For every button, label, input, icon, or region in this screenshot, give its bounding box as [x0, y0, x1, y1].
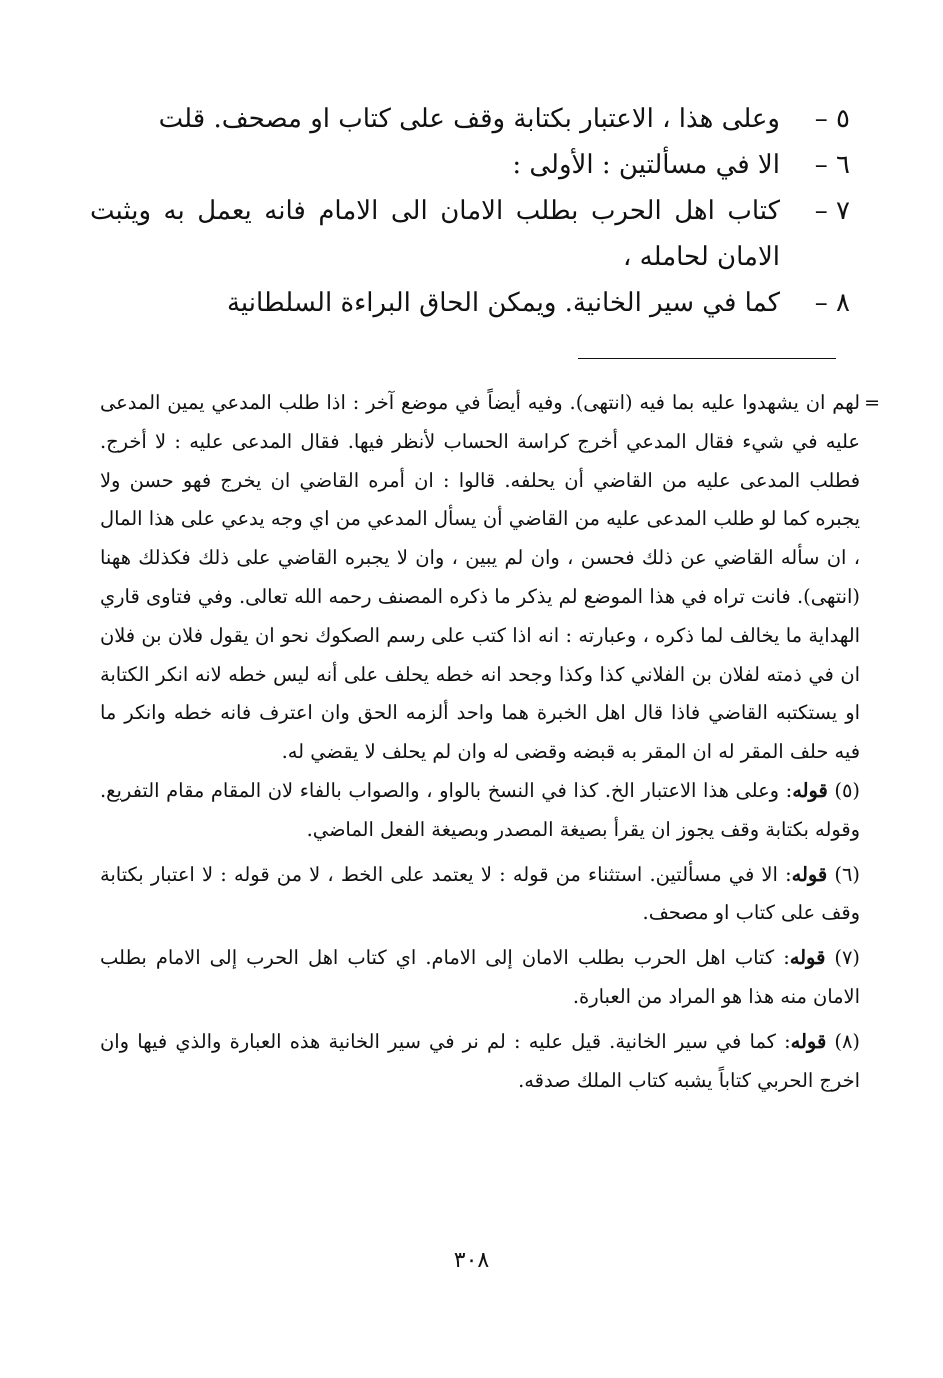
- page-number: ٣٠٨: [453, 1248, 490, 1273]
- commentary-section: [100, 384, 880, 1100]
- note-8: [100, 1023, 860, 1101]
- item-text: وعلى هذا ، الاعتبار بكتابة وقف على كتاب او مصحف. قلت: [158, 104, 780, 134]
- item-number: ٨ –: [814, 288, 850, 318]
- item-number: ٧ –: [814, 196, 850, 226]
- note-text: : كما في سير الخانية. قيل عليه : لم نر في سير الخانية هذه العبارة والذي فيها وان اخرج الحربي كتاباً يشبه كتاب الملك صدقه.: [100, 1029, 860, 1092]
- main-text-item-7: [90, 188, 850, 280]
- note-number: (٥): [834, 778, 860, 802]
- note-label: قوله: [790, 1029, 827, 1053]
- note-5: [100, 772, 860, 850]
- note-label: قوله: [789, 946, 826, 970]
- item-number: ٦ –: [814, 150, 850, 180]
- item-number: ٥ –: [814, 104, 850, 134]
- note-text: : الا في مسألتين. استثناء من قوله : لا يعتمد على الخط ، لا من قوله : لا اعتبار بكتابة وقف على كتاب او مصحف.: [100, 862, 860, 925]
- note-6: [100, 856, 860, 934]
- item-text: الا في مسألتين : الأولى :: [512, 150, 780, 180]
- note-label: قوله: [792, 778, 828, 802]
- note-number: (٧): [834, 946, 860, 970]
- main-text-list: [90, 96, 850, 326]
- main-text-item-5: [90, 96, 850, 142]
- footnote-separator-rule: [578, 358, 836, 359]
- main-text-item-6: [90, 142, 850, 188]
- note-number: (٨): [834, 1029, 860, 1053]
- note-7: [100, 939, 860, 1017]
- continuation-mark: =: [864, 392, 880, 414]
- note-text: : وعلى هذا الاعتبار الخ. كذا في النسخ بالواو ، والصواب بالفاء لان المقام مقام التفريع. وقوله بكتابة وقف يجوز ان يقرأ بصيغة المصدر وبصيغة الفعل الماضي.: [100, 778, 860, 841]
- commentary-continued-paragraph: لهم ان يشهدوا عليه بما فيه (انتهى). وفيه أيضاً في موضع آخر : اذا طلب المدعي يمين المدعى عليه في شيء فقال المدعي أخرج كراسة الحساب لأنظر فيها. فقال المدعى عليه : لا أخرج. فطلب المدعى عليه من القاضي أن يحلفه. قالوا : ان أمره القاضي ان يخرج فهو حسن ولا يجبره كما لو طلب المدعى عليه من القاضي أن يسأل المدعي من اي وجه يدعي على هذا المال ، ان سأله القاضي عن ذلك فحسن ، وان لم يبين ، وان لا يجبره القاضي على ذلك فكذلك ههنا (انتهى). فانت تراه في هذا الموضع لم يذكر ما ذكره المصنف رحمه الله تعالى. وفي فتاوى قاري الهداية ما يخالف لما ذكره ، وعبارته : انه اذا كتب على رسم الصكوك نحو ان يقول فلان بن فلان ان في ذمته لفلان بن الفلاني كذا وكذا وجحد انه خطه يحلف على أنه ليس خطه لانه انكر الكتابة او يستكتبه القاضي فاذا قال اهل الخبرة هما واحد ألزمه الحق وان اعترف فانه خطه وانكر ما فيه حلف المقر له ان المقر به قبضه وقضى له وان لم يحلف لا يقضي له.: [100, 391, 860, 764]
- main-text-item-8: [90, 280, 850, 326]
- item-text: كتاب اهل الحرب بطلب الامان الى الامام فانه يعمل به ويثبت الامان لحامله ،: [90, 196, 780, 272]
- note-label: قوله: [791, 862, 828, 886]
- note-text: : كتاب اهل الحرب بطلب الامان إلى الامام. اي كتاب اهل الحرب إلى الامام بطلب الامان منه هذا هو المراد من العبارة.: [100, 946, 860, 1008]
- item-text: كما في سير الخانية. ويمكن الحاق البراءة السلطانية: [226, 288, 780, 318]
- note-number: (٦): [834, 862, 860, 886]
